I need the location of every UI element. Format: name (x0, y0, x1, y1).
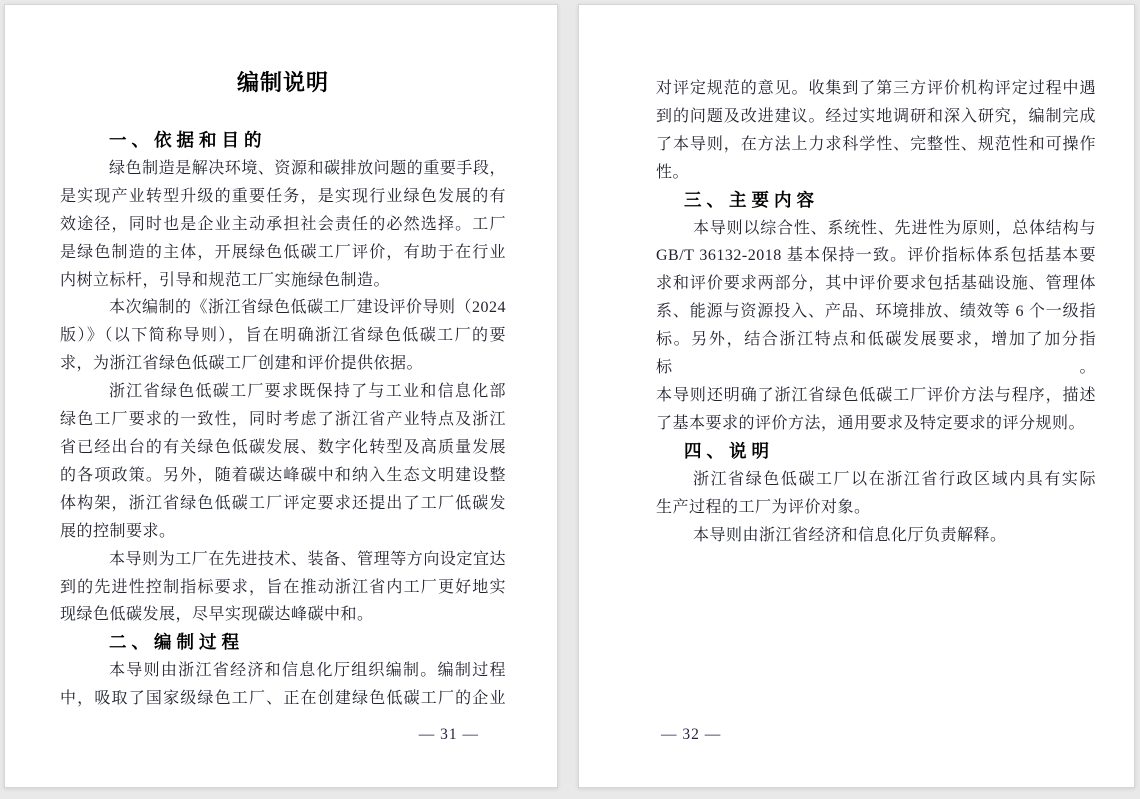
paragraph-line: 体构架，浙江省绿色低碳工厂评定要求还提出了工厂低碳发 (60, 494, 506, 512)
paragraph-line: 省已经出台的有关绿色低碳发展、数字化转型及高质量发展 (60, 438, 506, 456)
paragraph-line: 中，吸取了国家级绿色工厂、正在创建绿色低碳工厂的企业 (60, 690, 506, 708)
document-page-31 (4, 4, 558, 788)
paragraph-line: 系、能源与资源投入、产品、环境排放、绩效等 6 个一级指 (656, 303, 1096, 321)
paragraph-line: 标。另外，结合浙江特点和低碳发展要求，增加了加分指标。 (656, 331, 1096, 377)
paragraph-line: 浙江省绿色低碳工厂要求既保持了与工业和信息化部 (109, 383, 506, 401)
paragraph-line: 对评定规范的意见。收集到了第三方评价机构评定过程中遇 (656, 80, 1096, 97)
paragraph-line: GB/T 36132-2018 基本保持一致。评价指标体系包括基本要 (656, 247, 1096, 265)
paragraph-line: 本导则为工厂在先进技术、装备、管理等方向设定宜达 (109, 550, 506, 568)
paragraph-line: 本导则由浙江省经济和信息化厅负责解释。 (693, 526, 1007, 544)
document-page-32 (578, 4, 1135, 788)
section-heading: 四、说明 (684, 440, 774, 461)
document-title: 编制说明 (236, 70, 329, 95)
paragraph-line: 内树立标杆，引导和规范工厂实施绿色制造。 (60, 271, 391, 289)
paragraph-line: 本导则还明确了浙江省绿色低碳工厂评价方法与程序，描述 (656, 386, 1096, 404)
paragraph-line: 效途径，同时也是企业主动承担社会责任的必然选择。工厂 (60, 215, 506, 233)
paragraph-line: 到的问题及改进建议。经过实地调研和深入研究，编制完成 (656, 107, 1096, 125)
section-heading: 一、依据和目的 (109, 130, 267, 150)
paragraph-line: 性。 (656, 163, 690, 181)
paragraph-line: 的各项政策。另外，随着碳达峰碳中和纳入生态文明建设整 (60, 466, 506, 484)
paragraph-line: 展的控制要求。 (60, 522, 176, 540)
paragraph-line: 到的先进性控制指标要求，旨在推动浙江省内工厂更好地实 (60, 578, 506, 596)
section-heading: 二、编制过程 (109, 632, 244, 653)
paragraph-line: 现绿色低碳发展，尽早实现碳达峰碳中和。 (60, 606, 374, 624)
section-heading: 三、主要内容 (684, 189, 819, 210)
paragraph-line: 是实现产业转型升级的重要任务，是实现行业绿色发展的有 (60, 187, 506, 205)
paragraph-line: 绿色制造是解决环境、资源和碳排放问题的重要手段， (109, 159, 506, 177)
paragraph-line: 本次编制的《浙江省绿色低碳工厂建设评价导则（2024 (109, 299, 507, 317)
page-number: — 31 — (418, 726, 479, 743)
paragraph-line: 绿色工厂要求的一致性，同时考虑了浙江省产业特点及浙江 (60, 411, 506, 429)
paragraph-line: 是绿色制造的主体，开展绿色低碳工厂评价，有助于在行业 (60, 243, 506, 261)
paragraph-line: 生产过程的工厂为评价对象。 (656, 498, 871, 516)
paragraph-line: 版）》（以下简称导则），旨在明确浙江省绿色低碳工厂的要 (60, 327, 506, 345)
paragraph-line: 了基本要求的评价方法，通用要求及特定要求的评分规则。 (656, 414, 1086, 432)
paragraph-line: 了本导则，在方法上力求科学性、完整性、规范性和可操作 (656, 135, 1096, 153)
paragraph-line: 浙江省绿色低碳工厂以在浙江省行政区域内具有实际 (693, 470, 1096, 488)
paragraph-line: 本导则由浙江省经济和信息化厅组织编制。编制过程 (109, 662, 506, 680)
paragraph-line: 求和评价要求两部分，其中评价要求包括基础设施、管理体 (656, 275, 1096, 293)
page-number: — 32 — (661, 726, 722, 743)
paragraph-line: 求，为浙江省绿色低碳工厂创建和评价提供依据。 (60, 355, 424, 373)
paragraph-line: 本导则以综合性、系统性、先进性为原则，总体结构与 (693, 219, 1096, 237)
